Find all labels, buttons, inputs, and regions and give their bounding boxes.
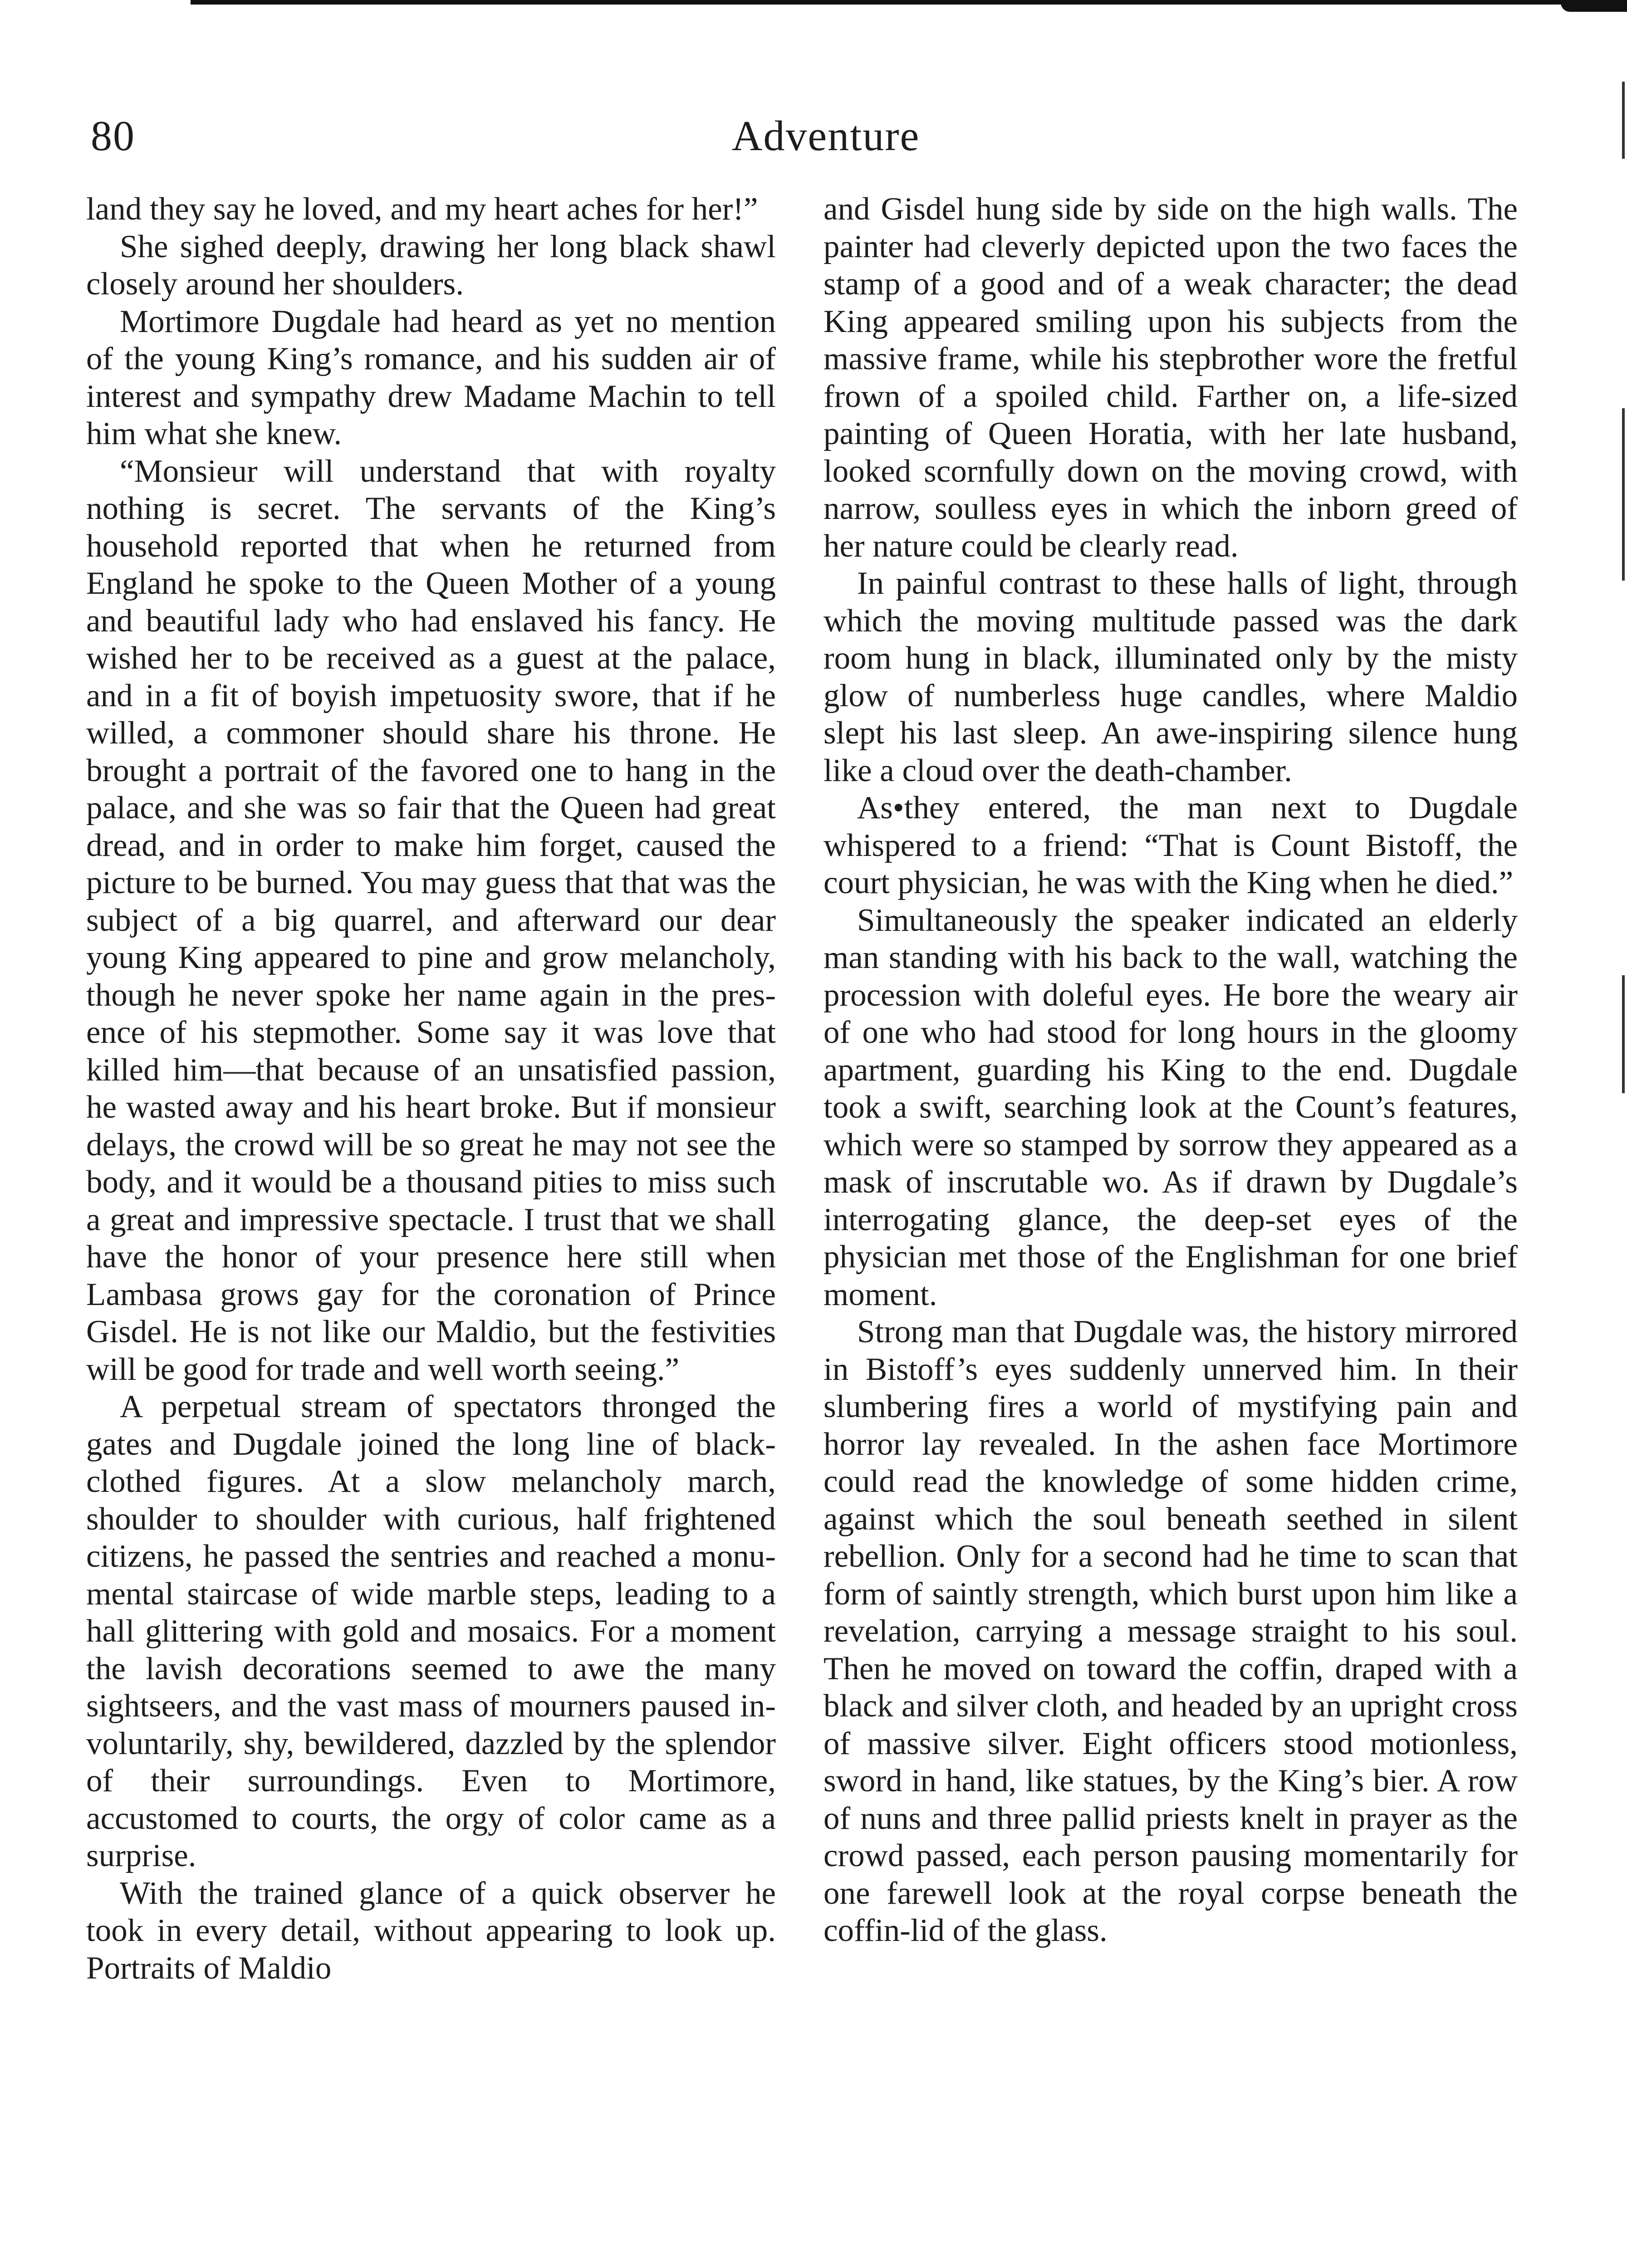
top-border-rule: [191, 0, 1627, 5]
paragraph: She sighed deeply, drawing her long black shawl closely around her shoulders.: [86, 229, 776, 302]
paragraph: Strong man that Dugdale was, the history mirrored in Bistoff’s eyes suddenly unnerved him. In their slumbering fires a world of mystifying pain and horror lay revealed. In the ashen face Mortimore could read the knowledge of some hidden crime, against which the soul beneath seethed in silent rebellion. Only for a second had he time to scan that form of saintly strength, which burst upon him like a revelation, carrying a message straight to his soul. Then he moved on toward the coffin, draped with a black and silver cloth, and headed by an upright cross of massive silver. Eight officers stood motionless, sword in hand, like statues, by the King’s bier. A row of nuns and three pallid priests knelt in prayer as the crowd passed, each person pausing momentarily for one farewell look at the royal corpse beneath the coffin-lid of the glass.: [823, 1314, 1518, 1948]
paragraph: “Monsieur will understand that with royalty nothing is secret. The servants of the King’s household reported that when he returned from England he spoke to the Queen Mother of a young and beautiful lady who had enslaved his fancy. He wished her to be received as a guest at the palace, and in a fit of boyish impetuosity swore, that if he willed, a commoner should share his throne. He brought a portrait of the favored one to hang in the palace, and she was so fair that the Queen had great dread, and in order to make him forget, caused the picture to be burned. You may guess that that was the subject of a big quarrel, and afterward our dear young King appeared to pine and grow melancholy, though he never spoke her name again in the presence of his stepmother. Some say it was love that killed him—that because of an unsatisfied passion, he wasted away and his heart broke. But if monsieur delays, the crowd will be so great he may not see the body, and it would be a thousand pities to miss such a great and impressive spectacle. I trust that we shall have the honor of your presence here still when Lambasa grows gay for the coronation of Prince Gisdel. He is not like our Maldio, but the festivities will be good for trade and well worth seeing.”: [86, 453, 776, 1387]
paragraph: In painful contrast to these halls of light, through which the moving multitude passed was the dark room hung in black, illuminated only by the misty glow of numberless huge candles, where Maldio slept his last sleep. An awe-inspiring silence hung like a cloud over the death-chamber.: [823, 566, 1518, 788]
right-column: [823, 191, 1518, 2268]
paragraph: land they say he loved, and my heart aches for her!”: [86, 191, 758, 227]
paragraph: and Gisdel hung side by side on the high walls. The painter had cleverly depicted upon the two faces the stamp of a good and of a weak character; the dead King appeared smiling upon his subjects from the massive frame, while his stepbrother wore the fretful frown of a spoiled child. Farther on, a life-sized painting of Queen Horatia, with her late husband, looked scornfully down on the moving crowd, with narrow, soulless eyes in which the inborn greed of her nature could be clearly read.: [823, 191, 1518, 564]
left-column: [86, 191, 776, 2268]
top-corner-mark: [1561, 0, 1627, 12]
scan-margin-mark: [1622, 408, 1625, 581]
scan-margin-mark: [1622, 975, 1625, 1093]
page-header: [0, 98, 1627, 175]
paragraph: Simultaneously the speaker indicated an elderly man standing with his back to the wall, watching the procession with doleful eyes. He bore the weary air of one who had stood for long hours in the gloomy apartment, guarding his King to the end. Dugdale took a swift, searching look at the Count’s features, which were so stamped by sorrow they appeared as a mask of inscrutable wo. As if drawn by Dugdale’s interrogating glance, the deep-set eyes of the physician met those of the Englishman for one brief moment.: [823, 902, 1518, 1312]
page-number: 80: [91, 112, 135, 160]
paragraph: With the trained glance of a quick observer he took in every detail, without appearing to look up. Portraits of Maldio: [86, 1875, 776, 1986]
paragraph: Mortimore Dugdale had heard as yet no mention of the young King’s romance, and his sudden air of interest and sympathy drew Madame Machin to tell him what she knew.: [86, 303, 776, 451]
scan-margin-mark: [1622, 82, 1625, 159]
running-title: Adventure: [731, 112, 920, 160]
paragraph: As•they entered, the man next to Dugdale whispered to a friend: “That is Count Bistoff, the court physician, he was with the King when he died.”: [823, 790, 1518, 900]
paragraph: A perpetual stream of spectators thronged the gates and Dugdale joined the long line of black-clothed figures. At a slow melancholy march, shoulder to shoulder with curious, half frightened citizens, he passed the sentries and reached a monumental staircase of wide marble steps, leading to a hall glittering with gold and mosaics. For a moment the lavish decorations seemed to awe the many sightseers, and the vast mass of mourners paused involuntarily, shy, bewildered, dazzled by the splendor of their surroundings. Even to Mortimore, accustomed to courts, the orgy of color came as a surprise.: [86, 1389, 776, 1873]
